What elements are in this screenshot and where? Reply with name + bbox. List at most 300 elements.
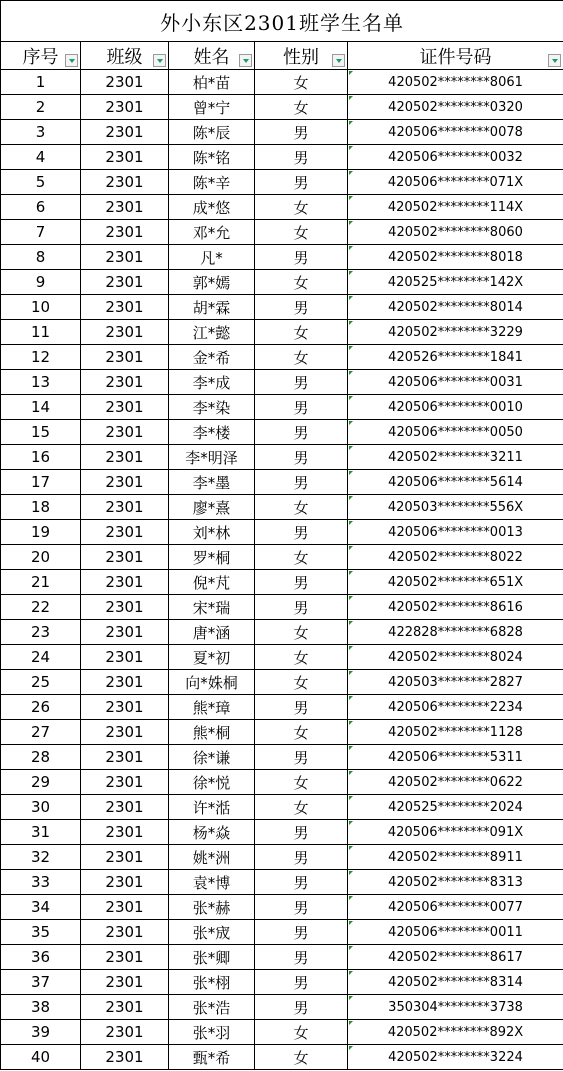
id-number-cell[interactable] xyxy=(348,695,563,720)
table-body xyxy=(1,70,563,1070)
gender-cell[interactable] xyxy=(255,570,348,595)
index-cell[interactable] xyxy=(1,95,81,120)
filter-dropdown-icon[interactable] xyxy=(153,54,166,67)
cell-text: 徐*悦 xyxy=(192,773,231,792)
gender-cell[interactable] xyxy=(255,595,348,620)
name-cell[interactable] xyxy=(169,195,255,220)
index-cell[interactable] xyxy=(1,545,81,570)
index-cell[interactable] xyxy=(1,345,81,370)
index-cell[interactable] xyxy=(1,445,81,470)
table-row xyxy=(1,595,563,620)
cell-text: 男 xyxy=(293,923,309,942)
cell-text: 女 xyxy=(293,348,309,367)
cell-text: 16 xyxy=(30,448,51,466)
cell-text: 男 xyxy=(293,848,309,867)
index-cell[interactable] xyxy=(1,870,81,895)
index-cell[interactable] xyxy=(1,670,81,695)
index-cell[interactable] xyxy=(1,170,81,195)
index-cell[interactable] xyxy=(1,395,81,420)
class-cell[interactable] xyxy=(81,320,169,345)
class-cell[interactable] xyxy=(81,820,169,845)
cell-text: 杨*焱 xyxy=(192,823,231,842)
class-cell[interactable] xyxy=(81,970,169,995)
name-cell[interactable] xyxy=(169,595,255,620)
gender-cell[interactable] xyxy=(255,245,348,270)
gender-cell[interactable] xyxy=(255,920,348,945)
gender-cell[interactable] xyxy=(255,370,348,395)
class-cell[interactable] xyxy=(81,495,169,520)
name-cell[interactable] xyxy=(169,320,255,345)
name-cell[interactable] xyxy=(169,370,255,395)
text-number-warning-icon xyxy=(349,996,353,1000)
name-cell[interactable] xyxy=(169,270,255,295)
gender-cell[interactable] xyxy=(255,645,348,670)
class-cell[interactable] xyxy=(81,470,169,495)
class-cell[interactable] xyxy=(81,770,169,795)
name-cell[interactable] xyxy=(169,620,255,645)
cell-text: 7 xyxy=(35,223,46,241)
class-cell[interactable] xyxy=(81,670,169,695)
gender-cell[interactable] xyxy=(255,295,348,320)
gender-cell[interactable] xyxy=(255,845,348,870)
id-number-cell[interactable] xyxy=(348,70,563,95)
id-number-cell[interactable] xyxy=(348,220,563,245)
index-cell[interactable] xyxy=(1,820,81,845)
id-number-cell[interactable] xyxy=(348,420,563,445)
name-cell[interactable] xyxy=(169,220,255,245)
id-number-cell[interactable] xyxy=(348,470,563,495)
class-cell[interactable] xyxy=(81,570,169,595)
gender-cell[interactable] xyxy=(255,670,348,695)
id-number-cell[interactable] xyxy=(348,145,563,170)
name-cell[interactable] xyxy=(169,395,255,420)
class-cell[interactable] xyxy=(81,620,169,645)
cell-text: 曾*宁 xyxy=(192,98,231,117)
cell-text: 女 xyxy=(293,723,309,742)
class-cell[interactable] xyxy=(81,445,169,470)
cell-text: 4 xyxy=(35,148,46,166)
id-number-cell[interactable] xyxy=(348,395,563,420)
id-number-cell[interactable] xyxy=(348,520,563,545)
cell-text: 2301 xyxy=(105,348,144,366)
gender-cell[interactable] xyxy=(255,195,348,220)
class-cell[interactable] xyxy=(81,1045,169,1070)
name-cell[interactable] xyxy=(169,995,255,1020)
class-cell[interactable] xyxy=(81,545,169,570)
cell-text: 420506********0050 xyxy=(388,424,523,440)
cell-text: 2301 xyxy=(105,473,144,491)
id-number-cell[interactable] xyxy=(348,120,563,145)
class-cell[interactable] xyxy=(81,270,169,295)
class-cell[interactable] xyxy=(81,595,169,620)
class-cell[interactable] xyxy=(81,195,169,220)
index-cell[interactable] xyxy=(1,895,81,920)
class-cell[interactable] xyxy=(81,145,169,170)
gender-cell[interactable] xyxy=(255,745,348,770)
class-cell[interactable] xyxy=(81,120,169,145)
name-cell[interactable] xyxy=(169,545,255,570)
index-cell[interactable] xyxy=(1,570,81,595)
text-number-warning-icon xyxy=(349,796,353,800)
name-cell[interactable] xyxy=(169,920,255,945)
cell-text: 2301 xyxy=(105,548,144,566)
cell-text: 女 xyxy=(293,98,309,117)
gender-cell[interactable] xyxy=(255,145,348,170)
table-row xyxy=(1,270,563,295)
index-cell[interactable] xyxy=(1,1045,81,1070)
cell-text: 女 xyxy=(293,198,309,217)
table-row xyxy=(1,920,563,945)
cell-text: 成*悠 xyxy=(192,198,231,217)
gender-cell[interactable] xyxy=(255,70,348,95)
cell-text: 17 xyxy=(30,473,51,491)
gender-cell[interactable] xyxy=(255,945,348,970)
gender-cell[interactable] xyxy=(255,220,348,245)
text-number-warning-icon xyxy=(349,396,353,400)
id-number-cell[interactable] xyxy=(348,745,563,770)
class-cell[interactable] xyxy=(81,345,169,370)
class-cell[interactable] xyxy=(81,395,169,420)
index-cell[interactable] xyxy=(1,645,81,670)
index-cell[interactable] xyxy=(1,495,81,520)
gender-cell[interactable] xyxy=(255,520,348,545)
id-number-cell[interactable] xyxy=(348,545,563,570)
name-cell[interactable] xyxy=(169,945,255,970)
name-cell[interactable] xyxy=(169,420,255,445)
table-row xyxy=(1,570,563,595)
cell-text: 男 xyxy=(293,898,309,917)
name-cell[interactable] xyxy=(169,870,255,895)
id-number-cell[interactable] xyxy=(348,770,563,795)
gender-cell[interactable] xyxy=(255,545,348,570)
class-cell[interactable] xyxy=(81,70,169,95)
cell-text: 2301 xyxy=(105,398,144,416)
gender-cell[interactable] xyxy=(255,720,348,745)
cell-text: 23 xyxy=(30,623,51,641)
id-number-cell[interactable] xyxy=(348,1020,563,1045)
cell-text: 男 xyxy=(293,398,309,417)
name-cell[interactable] xyxy=(169,570,255,595)
id-number-cell[interactable] xyxy=(348,495,563,520)
index-cell[interactable] xyxy=(1,970,81,995)
class-cell[interactable] xyxy=(81,420,169,445)
gender-cell[interactable] xyxy=(255,495,348,520)
cell-text: 向*姝桐 xyxy=(185,673,238,692)
table-row xyxy=(1,420,563,445)
cell-text: 男 xyxy=(293,423,309,442)
name-cell[interactable] xyxy=(169,695,255,720)
cell-text: 40 xyxy=(30,1048,51,1066)
index-cell[interactable] xyxy=(1,245,81,270)
id-number-cell[interactable] xyxy=(348,345,563,370)
name-cell[interactable] xyxy=(169,820,255,845)
name-cell[interactable] xyxy=(169,795,255,820)
class-cell[interactable] xyxy=(81,245,169,270)
cell-text: 张*宬 xyxy=(192,923,231,942)
cell-text: 12 xyxy=(30,348,51,366)
cell-text: 8 xyxy=(35,248,46,266)
id-number-cell[interactable] xyxy=(348,445,563,470)
cell-text: 2301 xyxy=(105,823,144,841)
id-number-cell[interactable] xyxy=(348,645,563,670)
index-cell[interactable] xyxy=(1,845,81,870)
cell-text: 李*楼 xyxy=(192,423,231,442)
gender-cell[interactable] xyxy=(255,320,348,345)
name-cell[interactable] xyxy=(169,970,255,995)
index-cell[interactable] xyxy=(1,745,81,770)
id-number-cell[interactable] xyxy=(348,870,563,895)
table-row xyxy=(1,845,563,870)
id-number-cell[interactable] xyxy=(348,945,563,970)
gender-cell[interactable] xyxy=(255,995,348,1020)
cell-text: 男 xyxy=(293,973,309,992)
id-number-cell[interactable] xyxy=(348,970,563,995)
table-row xyxy=(1,745,563,770)
index-cell[interactable] xyxy=(1,70,81,95)
cell-text: 2301 xyxy=(105,948,144,966)
gender-cell[interactable] xyxy=(255,120,348,145)
cell-text: 陈*铭 xyxy=(192,148,231,167)
text-number-warning-icon xyxy=(349,821,353,825)
table-row xyxy=(1,345,563,370)
cell-text: 30 xyxy=(30,798,51,816)
class-cell[interactable] xyxy=(81,170,169,195)
text-number-warning-icon xyxy=(349,246,353,250)
index-cell[interactable] xyxy=(1,920,81,945)
name-cell[interactable] xyxy=(169,670,255,695)
gender-cell[interactable] xyxy=(255,345,348,370)
gender-cell[interactable] xyxy=(255,895,348,920)
id-number-cell[interactable] xyxy=(348,270,563,295)
filter-dropdown-icon[interactable] xyxy=(332,54,345,67)
name-cell[interactable] xyxy=(169,895,255,920)
class-cell[interactable] xyxy=(81,845,169,870)
id-number-cell[interactable] xyxy=(348,820,563,845)
table-row xyxy=(1,695,563,720)
class-cell[interactable] xyxy=(81,95,169,120)
cell-text: 张*卿 xyxy=(192,948,231,967)
class-cell[interactable] xyxy=(81,220,169,245)
cell-text: 420502********892X xyxy=(387,1024,524,1040)
cell-text: 袁*博 xyxy=(192,873,231,892)
text-number-warning-icon xyxy=(349,521,353,525)
id-number-cell[interactable] xyxy=(348,195,563,220)
name-cell[interactable] xyxy=(169,95,255,120)
cell-text: 男 xyxy=(293,698,309,717)
name-cell[interactable] xyxy=(169,1020,255,1045)
text-number-warning-icon xyxy=(349,421,353,425)
index-cell[interactable] xyxy=(1,770,81,795)
id-number-cell[interactable] xyxy=(348,995,563,1020)
name-cell[interactable] xyxy=(169,70,255,95)
id-number-cell[interactable] xyxy=(348,245,563,270)
cell-text: 廖*熹 xyxy=(192,498,231,517)
class-cell[interactable] xyxy=(81,645,169,670)
cell-text: 凡* xyxy=(200,248,223,267)
cell-text: 420502********8018 xyxy=(388,249,523,265)
gender-cell[interactable] xyxy=(255,170,348,195)
cell-text: 2301 xyxy=(105,98,144,116)
class-cell[interactable] xyxy=(81,745,169,770)
id-number-cell[interactable] xyxy=(348,1045,563,1070)
cell-text: 张*栩 xyxy=(192,973,231,992)
gender-cell[interactable] xyxy=(255,970,348,995)
cell-text: 420502********8617 xyxy=(388,949,523,965)
class-cell[interactable] xyxy=(81,995,169,1020)
index-cell[interactable] xyxy=(1,220,81,245)
cell-text: 男 xyxy=(293,523,309,542)
class-cell[interactable] xyxy=(81,370,169,395)
cell-text: 女 xyxy=(293,648,309,667)
cell-text: 33 xyxy=(30,873,51,891)
class-cell[interactable] xyxy=(81,720,169,745)
cell-text: 11 xyxy=(30,323,51,341)
id-number-cell[interactable] xyxy=(348,295,563,320)
class-cell[interactable] xyxy=(81,920,169,945)
class-cell[interactable] xyxy=(81,870,169,895)
name-cell[interactable] xyxy=(169,845,255,870)
index-cell[interactable] xyxy=(1,945,81,970)
class-cell[interactable] xyxy=(81,945,169,970)
table-row xyxy=(1,220,563,245)
text-number-warning-icon xyxy=(349,171,353,175)
name-cell[interactable] xyxy=(169,645,255,670)
text-number-warning-icon xyxy=(349,746,353,750)
name-cell[interactable] xyxy=(169,145,255,170)
class-cell[interactable] xyxy=(81,520,169,545)
gender-cell[interactable] xyxy=(255,870,348,895)
cell-text: 男 xyxy=(293,573,309,592)
index-cell[interactable] xyxy=(1,145,81,170)
index-cell[interactable] xyxy=(1,995,81,1020)
index-cell[interactable] xyxy=(1,620,81,645)
cell-text: 男 xyxy=(293,173,309,192)
index-cell[interactable] xyxy=(1,520,81,545)
id-number-cell[interactable] xyxy=(348,845,563,870)
table-row xyxy=(1,445,563,470)
gender-cell[interactable] xyxy=(255,270,348,295)
index-cell[interactable] xyxy=(1,370,81,395)
cell-text: 2301 xyxy=(105,898,144,916)
gender-cell[interactable] xyxy=(255,620,348,645)
id-number-cell[interactable] xyxy=(348,595,563,620)
id-number-cell[interactable] xyxy=(348,920,563,945)
cell-text: 2301 xyxy=(105,223,144,241)
index-cell[interactable] xyxy=(1,270,81,295)
cell-text: 2301 xyxy=(105,173,144,191)
name-cell[interactable] xyxy=(169,170,255,195)
id-number-cell[interactable] xyxy=(348,170,563,195)
cell-text: 胡*霖 xyxy=(192,298,231,317)
cell-text: 熊*璋 xyxy=(192,698,231,717)
gender-cell[interactable] xyxy=(255,820,348,845)
index-cell[interactable] xyxy=(1,195,81,220)
name-cell[interactable] xyxy=(169,1045,255,1070)
cell-text: 420525********2024 xyxy=(388,799,523,815)
filter-dropdown-icon[interactable] xyxy=(65,54,78,67)
gender-cell[interactable] xyxy=(255,445,348,470)
text-number-warning-icon xyxy=(349,271,353,275)
text-number-warning-icon xyxy=(349,971,353,975)
gender-cell[interactable] xyxy=(255,420,348,445)
name-cell[interactable] xyxy=(169,345,255,370)
index-cell[interactable] xyxy=(1,420,81,445)
index-cell[interactable] xyxy=(1,795,81,820)
id-number-cell[interactable] xyxy=(348,795,563,820)
name-cell[interactable] xyxy=(169,495,255,520)
gender-cell[interactable] xyxy=(255,695,348,720)
class-cell[interactable] xyxy=(81,795,169,820)
id-number-cell[interactable] xyxy=(348,570,563,595)
cell-text: 2301 xyxy=(105,1023,144,1041)
index-cell[interactable] xyxy=(1,320,81,345)
filter-dropdown-icon[interactable] xyxy=(548,54,561,67)
name-cell[interactable] xyxy=(169,770,255,795)
cell-text: 420502********3211 xyxy=(388,449,523,465)
cell-text: 420506********0013 xyxy=(388,524,523,540)
filter-dropdown-icon[interactable] xyxy=(239,54,252,67)
id-number-cell[interactable] xyxy=(348,895,563,920)
index-cell[interactable] xyxy=(1,695,81,720)
index-cell[interactable] xyxy=(1,120,81,145)
gender-cell[interactable] xyxy=(255,1045,348,1070)
cell-text: 女 xyxy=(293,273,309,292)
cell-text: 20 xyxy=(30,548,51,566)
name-cell[interactable] xyxy=(169,120,255,145)
name-cell[interactable] xyxy=(169,295,255,320)
text-number-warning-icon xyxy=(349,196,353,200)
gender-cell[interactable] xyxy=(255,770,348,795)
index-cell[interactable] xyxy=(1,720,81,745)
class-cell[interactable] xyxy=(81,695,169,720)
table-row xyxy=(1,970,563,995)
gender-cell[interactable] xyxy=(255,95,348,120)
id-number-cell[interactable] xyxy=(348,720,563,745)
index-cell[interactable] xyxy=(1,1020,81,1045)
cell-text: 徐*谦 xyxy=(192,748,231,767)
index-cell[interactable] xyxy=(1,595,81,620)
name-cell[interactable] xyxy=(169,720,255,745)
name-cell[interactable] xyxy=(169,520,255,545)
index-cell[interactable] xyxy=(1,470,81,495)
text-number-warning-icon xyxy=(349,671,353,675)
gender-cell[interactable] xyxy=(255,1020,348,1045)
text-number-warning-icon xyxy=(349,1046,353,1050)
id-number-cell[interactable] xyxy=(348,620,563,645)
class-cell[interactable] xyxy=(81,1020,169,1045)
name-cell[interactable] xyxy=(169,445,255,470)
class-cell[interactable] xyxy=(81,295,169,320)
index-cell[interactable] xyxy=(1,295,81,320)
cell-text: 甄*希 xyxy=(192,1048,231,1067)
cell-text: 420503********556X xyxy=(387,499,524,515)
id-number-cell[interactable] xyxy=(348,95,563,120)
gender-cell[interactable] xyxy=(255,795,348,820)
text-number-warning-icon xyxy=(349,696,353,700)
cell-text: 男 xyxy=(293,148,309,167)
id-number-cell[interactable] xyxy=(348,320,563,345)
name-cell[interactable] xyxy=(169,245,255,270)
name-cell[interactable] xyxy=(169,745,255,770)
class-cell[interactable] xyxy=(81,895,169,920)
id-number-cell[interactable] xyxy=(348,370,563,395)
header-label: 证件号码 xyxy=(419,46,492,68)
id-number-cell[interactable] xyxy=(348,670,563,695)
gender-cell[interactable] xyxy=(255,395,348,420)
gender-cell[interactable] xyxy=(255,470,348,495)
cell-text: 420506********2234 xyxy=(388,699,523,715)
name-cell[interactable] xyxy=(169,470,255,495)
